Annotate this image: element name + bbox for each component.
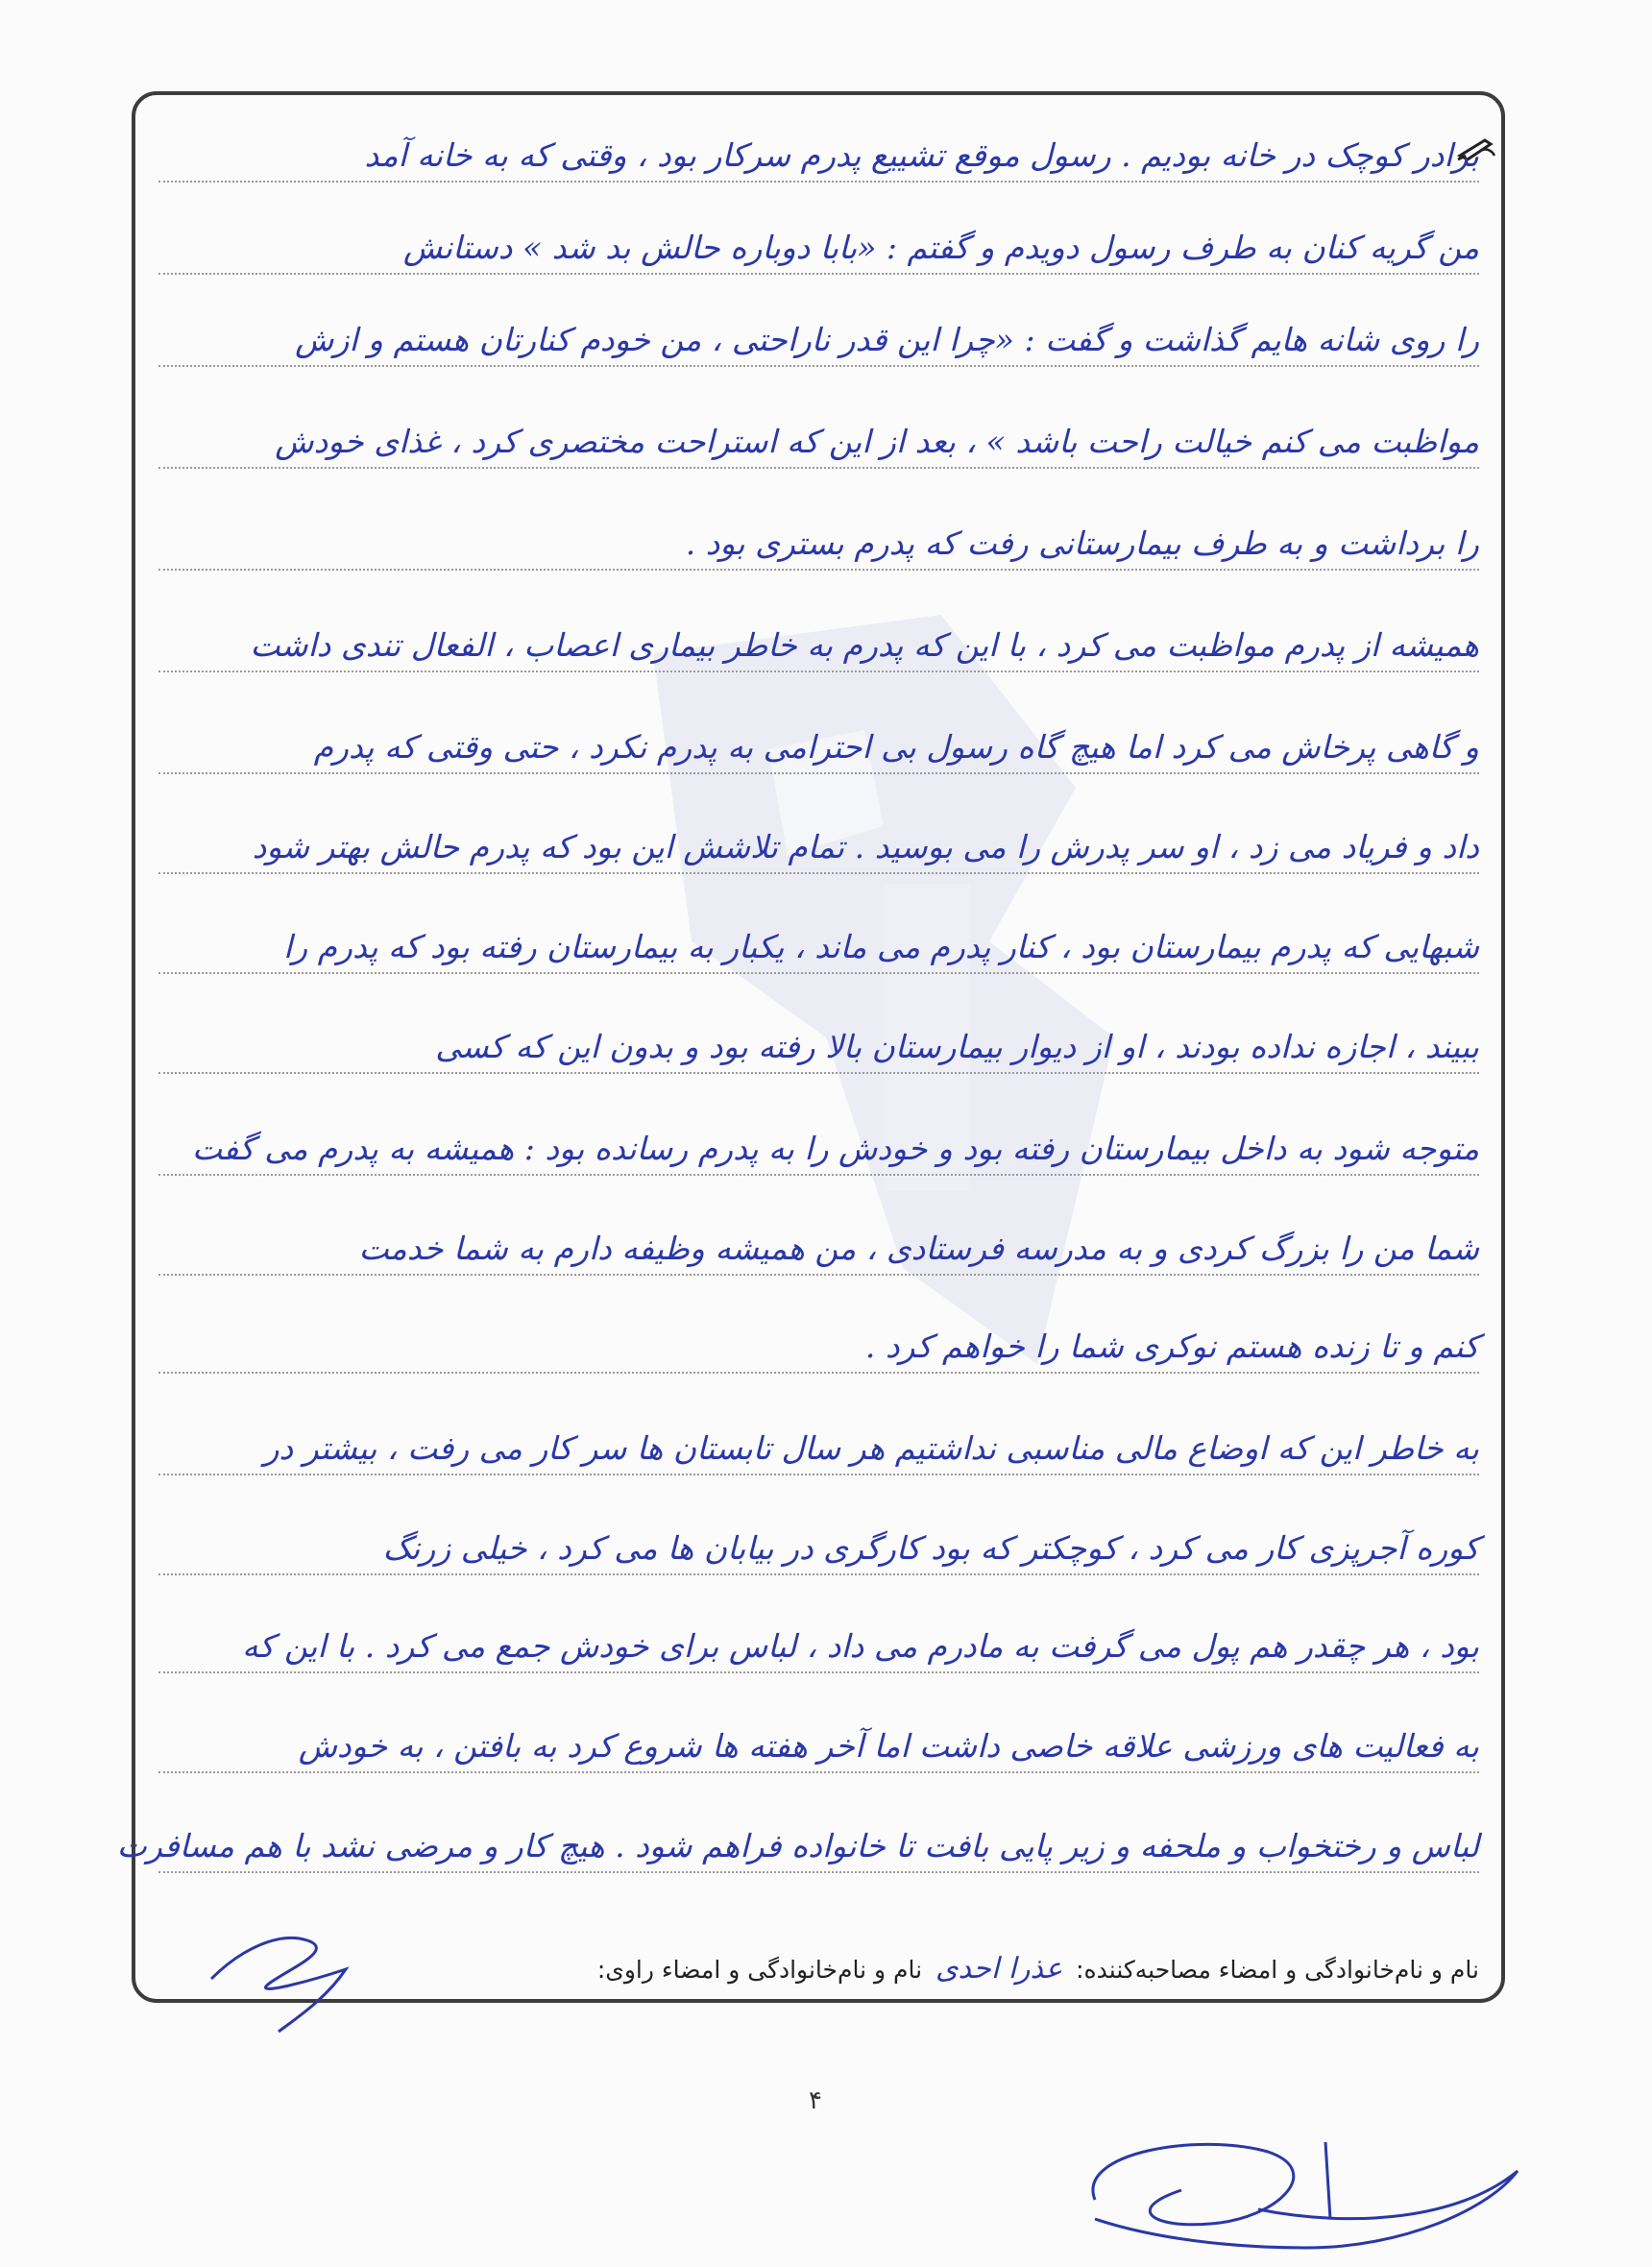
handwritten-line [158,108,1479,183]
interviewer-name: عذرا احدی [935,1952,1063,1986]
handwritten-line [158,1401,1479,1475]
handwritten-line [158,899,1479,974]
handwritten-line [158,292,1479,367]
handwritten-line [158,1101,1479,1176]
handwritten-line [158,394,1479,469]
line-text: لباس و رختخواب و ملحفه و زیر پایی بافت تا خانواده فراهم شود . هیچ کار و مرضی نشد با هم مسافرت [116,1827,1479,1865]
handwritten-line [158,1299,1479,1374]
handwritten-line [158,597,1479,672]
writing-lines [116,0,1479,1921]
signature-footer [597,1952,1479,1986]
line-text: من گریه کنان به طرف رسول دویدم و گفتم : «بابا دوباره حالش بد شد » دستانش [402,229,1479,266]
line-text: بود ، هر چقدر هم پول می گرفت به مادرم می داد ، لباس برای خودش جمع می کرد . با این که [242,1627,1479,1665]
handwritten-line [158,200,1479,275]
line-text: داد و فریاد می زد ، او سر پدرش را می بوسید . تمام تلاشش این بود که پدرم حالش بهتر شود [252,828,1479,865]
page-number: ۴ [809,2086,822,2115]
handwritten-line [158,999,1479,1074]
line-text: را روی شانه هایم گذاشت و گفت : «چرا این قدر ناراحتی ، من خودم کنارتان هستم و ازش [295,321,1479,358]
line-text: کوره آجرپزی کار می کرد ، کوچکتر که بود کارگری در بیابان ها می کرد ، خیلی زرنگ [382,1529,1479,1567]
line-text: به فعالیت های ورزشی علاقه خاصی داشت اما آخر هفته ها شروع کرد به بافتن ، به خودش [298,1727,1479,1765]
line-text: شما من را بزرگ کردی و به مدرسه فرستادی ، من همیشه وظیفه دارم به شما خدمت [358,1230,1479,1267]
handwritten-line [158,1598,1479,1673]
interviewer-label: نام و نام‌خانوادگی و امضاء مصاحبه‌کننده: [1076,1956,1479,1984]
line-text: به خاطر این که اوضاع مالی مناسبی نداشتیم هر سال تابستان ها سر کار می رفت ، بیشتر در [263,1429,1479,1467]
handwritten-line [158,1500,1479,1575]
narrator-signature [1037,2113,1537,2253]
handwritten-line [116,1798,1479,1873]
line-text: همیشه از پدرم مواظبت می کرد ، با این که پدرم به خاطر بیماری اعصاب ، الفعال تندی داشت [250,626,1479,664]
handwritten-line [158,699,1479,774]
handwritten-line [158,496,1479,571]
line-text: و گاهی پرخاش می کرد اما هیچ گاه رسول بی احترامی به پدرم نکرد ، حتی وقتی که پدرم [313,728,1479,766]
line-text: برادر کوچک در خانه بودیم . رسول موقع تشییع پدرم سرکار بود ، وقتی که به خانه آمد [364,136,1479,174]
line-text: متوجه شود به داخل بیمارستان رفته بود و خودش را به پدرم رسانده بود : همیشه به پدرم می گفت [191,1130,1479,1167]
handwritten-line [158,799,1479,874]
interviewer-signature [202,1912,365,2036]
line-text: ببیند ، اجازه نداده بودند ، او از دیوار بیمارستان بالا رفته بود و بدون این که کسی [435,1028,1479,1065]
handwritten-line [158,1698,1479,1773]
line-text: را برداشت و به طرف بیمارستانی رفت که پدرم بستری بود . [685,524,1479,562]
line-text: شبهایی که پدرم بیمارستان بود ، کنار پدرم می ماند ، یکبار به بیمارستان رفته بود که پدرم را [283,928,1479,965]
handwritten-line [158,1201,1479,1276]
line-text: مواظبت می کنم خیالت راحت باشد » ، بعد از این که استراحت مختصری کرد ، غذای خودش [275,423,1479,460]
line-text: کنم و تا زنده هستم نوکری شما را خواهم کرد . [864,1328,1479,1365]
narrator-label: نام و نام‌خانوادگی و امضاء راوی: [596,1956,923,1984]
